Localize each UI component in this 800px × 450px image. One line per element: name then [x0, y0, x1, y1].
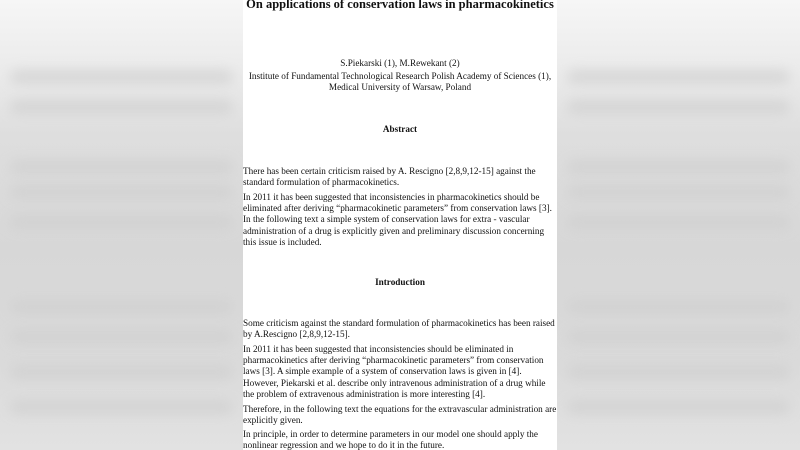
affiliation-line-1: Institute of Fundamental Technological Research Polish Academy of Sciences (1),	[248, 71, 552, 81]
authors: S.Piekarski (1), M.Rewekant (2)	[340, 58, 460, 68]
abstract-paragraph-1: There has been certain criticism raised by A. Rescigno [2,8,9,12-15] against the standard formulation of pharmacokinetics.	[243, 166, 536, 188]
intro-paragraph-4: Therefore, in the following text the equations for the extravascular administration are explicitly given.	[243, 404, 557, 426]
introduction-heading: Introduction	[375, 277, 425, 287]
intro-paragraph-2: In 2011 it has been suggested that inconsistencies should be eliminated in pharmacokinetics after deriving “pharmacokinetic parameters” from conservation laws [3]. A simple example of a system of conservation laws is given in [4].	[243, 344, 544, 377]
affiliation-line-2: Medical University of Warsaw, Poland	[328, 82, 472, 92]
paper-page	[243, 0, 557, 450]
abstract-heading: Abstract	[382, 124, 418, 134]
intro-paragraph-3: However, Piekarski et al. describe only intravenous administration of a drug while the problem of extravenous administration is more interesting [4].	[243, 378, 546, 400]
intro-paragraph-5: In principle, in order to determine parameters in our model one should apply the nonlinear regression and we hope to do it in the future.	[243, 429, 538, 450]
abstract-paragraph-2: In 2011 it has been suggested that inconsistencies in pharmacokinetics should be eliminated after deriving “pharmacokinetic parameters” from conservation laws [3]. In the following text a simple system of conservation laws for extra - vascular administration of a drug is explicitly given and preliminary discussion concerning this issue is included.	[243, 192, 552, 247]
paper-title: On applications of conservation laws in pharmacokinetics	[246, 0, 554, 11]
intro-paragraph-1: Some criticism against the standard formulation of pharmacokinetics has been raised by A.Rescigno [2,8,9,12-15].	[243, 318, 555, 340]
blurred-backdrop-right	[557, 0, 800, 450]
blurred-backdrop-left	[0, 0, 243, 450]
